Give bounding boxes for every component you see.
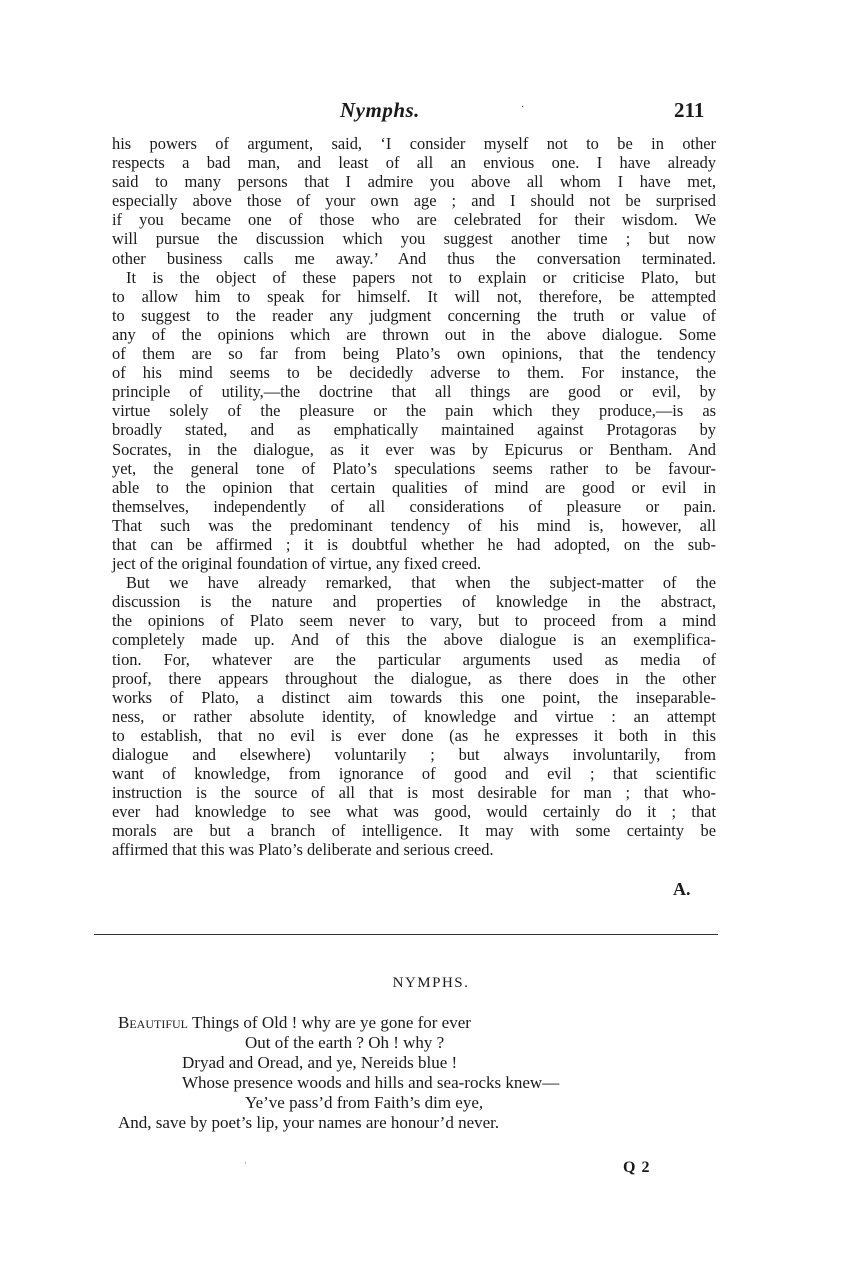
prose-line: That such was the predominant tendency of his mind is, however, all — [112, 515, 716, 535]
prose-line: that can be affirmed ; it is doubtful whether he had adopted, on the sub- — [112, 534, 716, 554]
prose-line: said to many persons that I admire you above all whom I have met, — [112, 172, 716, 192]
ink-speck: · — [521, 102, 525, 113]
prose-line: ever had knowledge to see what was good, would certainly do it ; that — [112, 802, 716, 822]
prose-line: want of knowledge, from ignorance of good and evil ; that scientific — [112, 764, 716, 784]
author-signature: A. — [673, 879, 691, 899]
prose-line: ness, or rather absolute identity, of knowledge and virtue : an attempt — [112, 706, 716, 726]
prose-line: any of the opinions which are thrown out in the above dialogue. Some — [112, 324, 716, 344]
prose-line: will pursue the discussion which you suggest another time ; but now — [112, 229, 716, 249]
poem-line-5: Ye’ve pass’d from Faith’s dim eye, — [245, 1093, 484, 1112]
poem-title: NYMPHS. — [392, 975, 470, 991]
prose-line: yet, the general tone of Plato’s speculations seems rather to be favour- — [112, 458, 716, 478]
prose-body — [112, 134, 716, 860]
prose-line: broadly stated, and as emphatically maintained against Protagoras by — [112, 420, 716, 440]
prose-line: virtue solely of the pleasure or the pain which they produce,—is as — [112, 401, 716, 421]
prose-line: themselves, independently of all considerations of pleasure or pain. — [112, 496, 716, 516]
prose-line: his powers of argument, said, ‘I consider myself not to be in other — [112, 134, 716, 153]
prose-line: ject of the original foundation of virtue, any fixed creed. — [112, 554, 482, 574]
prose-line: morals are but a branch of intelligence. It may with some certainty be — [112, 821, 716, 841]
prose-line: dialogue and elsewhere) voluntarily ; but always involuntarily, from — [112, 745, 716, 764]
section-divider — [94, 934, 718, 935]
poem-line-4: Whose presence woods and hills and sea-rocks knew— — [182, 1073, 560, 1092]
ink-speck: · — [244, 1158, 247, 1168]
prose-line: if you became one of those who are celebrated for their wisdom. We — [112, 210, 716, 230]
prose-line: proof, there appears throughout the dialogue, as there does in the other — [112, 668, 716, 688]
prose-line: completely made up. And of this the above dialogue is an exemplifica- — [112, 630, 716, 650]
signature-mark: Q 2 — [623, 1159, 651, 1176]
prose-line: to establish, that no evil is ever done (as he expresses it both in this — [112, 725, 716, 745]
prose-line: Socrates, in the dialogue, as it ever was by Epicurus or Bentham. And — [112, 439, 716, 459]
prose-line: other business calls me away.’ And thus the conversation terminated. — [112, 248, 716, 268]
prose-line: It is the object of these papers not to explain or criticise Plato, but — [126, 267, 716, 287]
prose-line: able to the opinion that certain qualities of mind are good or evil in — [112, 477, 716, 497]
prose-line: principle of utility,—the doctrine that all things are good or evil, by — [112, 382, 716, 402]
prose-line: the opinions of Plato seem never to vary, but to proceed from a mind — [112, 611, 716, 631]
page-number: 211 — [674, 98, 705, 122]
poem-line-3: Dryad and Oread, and ye, Nereids blue ! — [182, 1053, 458, 1072]
prose-line: especially above those of your own age ; and I should not be surprised — [112, 191, 716, 211]
prose-line: to suggest to the reader any judgment concerning the truth or value of — [112, 305, 716, 325]
prose-line: discussion is the nature and properties of knowledge in the abstract, — [112, 592, 716, 612]
poem-line-1 — [118, 1013, 471, 1033]
prose-line: to allow him to speak for himself. It will not, therefore, be attempted — [112, 286, 716, 306]
prose-line: respects a bad man, and least of all an envious one. I have already — [112, 153, 716, 173]
poem-line-6: And, save by poet’s lip, your names are honour’d never. — [118, 1113, 500, 1132]
prose-line: of them are so far from being Plato’s own opinions, that the tendency — [112, 344, 716, 364]
poem-line-1-text: Things of Old ! why are ye gone for ever — [188, 1013, 471, 1032]
prose-line: instruction is the source of all that is most desirable for man ; that who- — [112, 783, 716, 803]
poem-first-word: Beautiful — [118, 1013, 188, 1032]
poem-line-2: Out of the earth ? Oh ! why ? — [245, 1033, 445, 1052]
prose-line: But we have already remarked, that when the subject-matter of the — [126, 573, 716, 593]
prose-line: tion. For, whatever are the particular arguments used as media of — [112, 649, 716, 669]
running-title: Nymphs. — [340, 98, 420, 122]
prose-line: works of Plato, a distinct aim towards this one point, the inseparable- — [112, 687, 716, 707]
prose-line: affirmed that this was Plato’s deliberate and serious creed. — [112, 840, 494, 860]
prose-line: of his mind seems to be decidedly adverse to them. For instance, the — [112, 363, 716, 383]
